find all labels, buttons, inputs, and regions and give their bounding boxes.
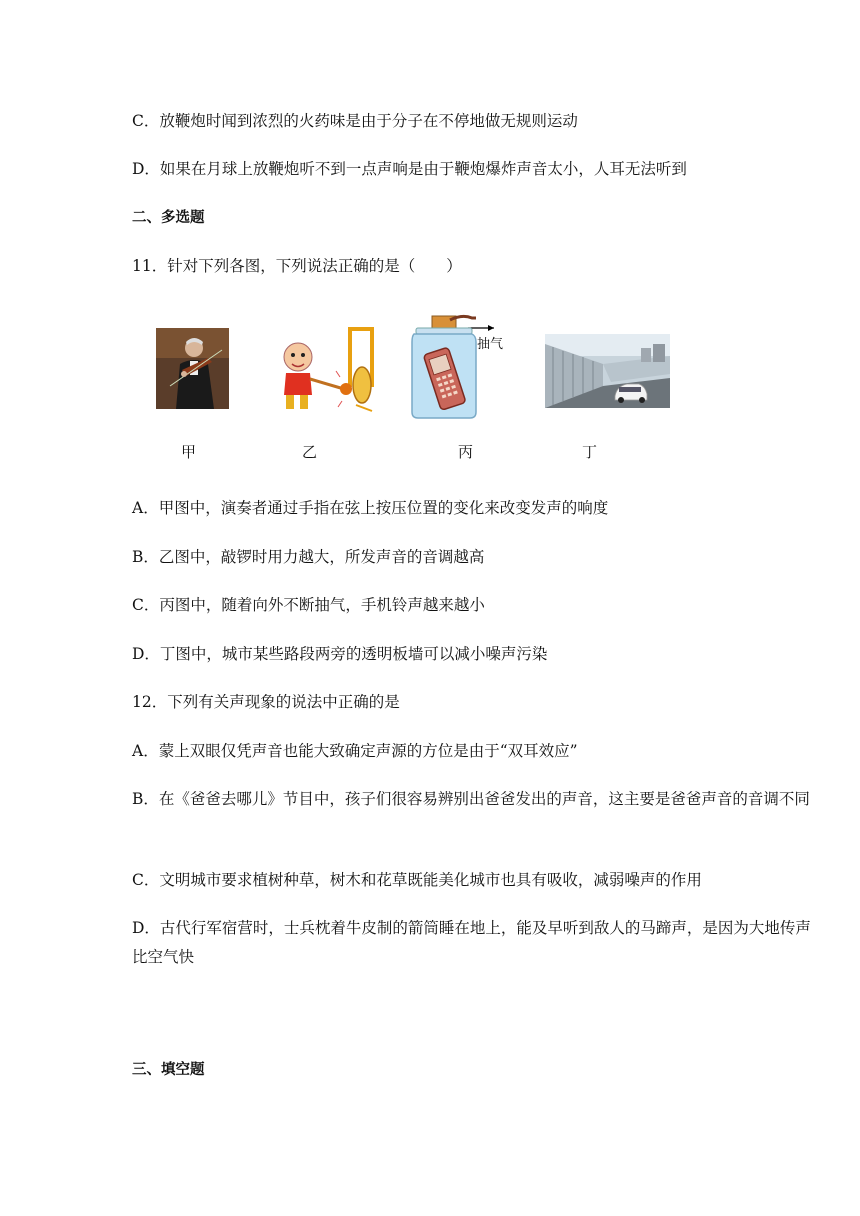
figure-label-yi: 乙 [302, 443, 318, 461]
section-heading-fill-in: 三、填空题 [132, 1062, 205, 1078]
q10-option-d: D．如果在月球上放鞭炮听不到一点声响是由于鞭炮爆炸声音太小，人耳无法听到 [132, 160, 687, 178]
q12-option-d: D．古代行军宿营时，士兵枕着牛皮制的箭筒睡在地上，能及早听到敌人的马蹄声，是因为大地传声比空气快 [132, 919, 811, 966]
sound-barrier-photo [545, 334, 670, 408]
figure-label-bing: 丙 [458, 443, 474, 461]
q12-option-b: B．在《爸爸去哪儿》节目中，孩子们很容易辨别出爸爸发出的声音，这主要是爸爸声音的音调不同 [132, 790, 810, 808]
q12-option-c: C．文明城市要求植树种草，树木和花草既能美化城市也具有吸收，减弱噪声的作用 [132, 871, 702, 889]
figure-label-ding: 丁 [582, 443, 598, 461]
violinist-photo [156, 328, 229, 409]
q12-stem: 12．下列有关声现象的说法中正确的是 [132, 693, 400, 711]
q11-option-c: C．丙图中，随着向外不断抽气，手机铃声越来越小 [132, 596, 485, 614]
section-heading-multiple-choice: 二、多选题 [132, 210, 205, 226]
bell-jar-phone-illustration [410, 312, 520, 420]
pump-label: 抽气 [477, 337, 504, 352]
q11-option-b: B．乙图中，敲锣时用力越大，所发声音的音调越高 [132, 548, 485, 566]
gong-illustration [276, 325, 376, 415]
q10-option-c: C．放鞭炮时闻到浓烈的火药味是由于分子在不停地做无规则运动 [132, 112, 578, 130]
q12-option-a: A．蒙上双眼仅凭声音也能大致确定声源的方位是由于“双耳效应” [132, 742, 578, 760]
q11-option-d: D．丁图中，城市某些路段两旁的透明板墙可以减小噪声污染 [132, 645, 548, 663]
figure-label-jia: 甲 [181, 443, 197, 461]
q11-option-a: A．甲图中，演奏者通过手指在弦上按压位置的变化来改变发声的响度 [132, 499, 609, 517]
q11-stem: 11．针对下列各图，下列说法正确的是（ ） [132, 257, 462, 275]
